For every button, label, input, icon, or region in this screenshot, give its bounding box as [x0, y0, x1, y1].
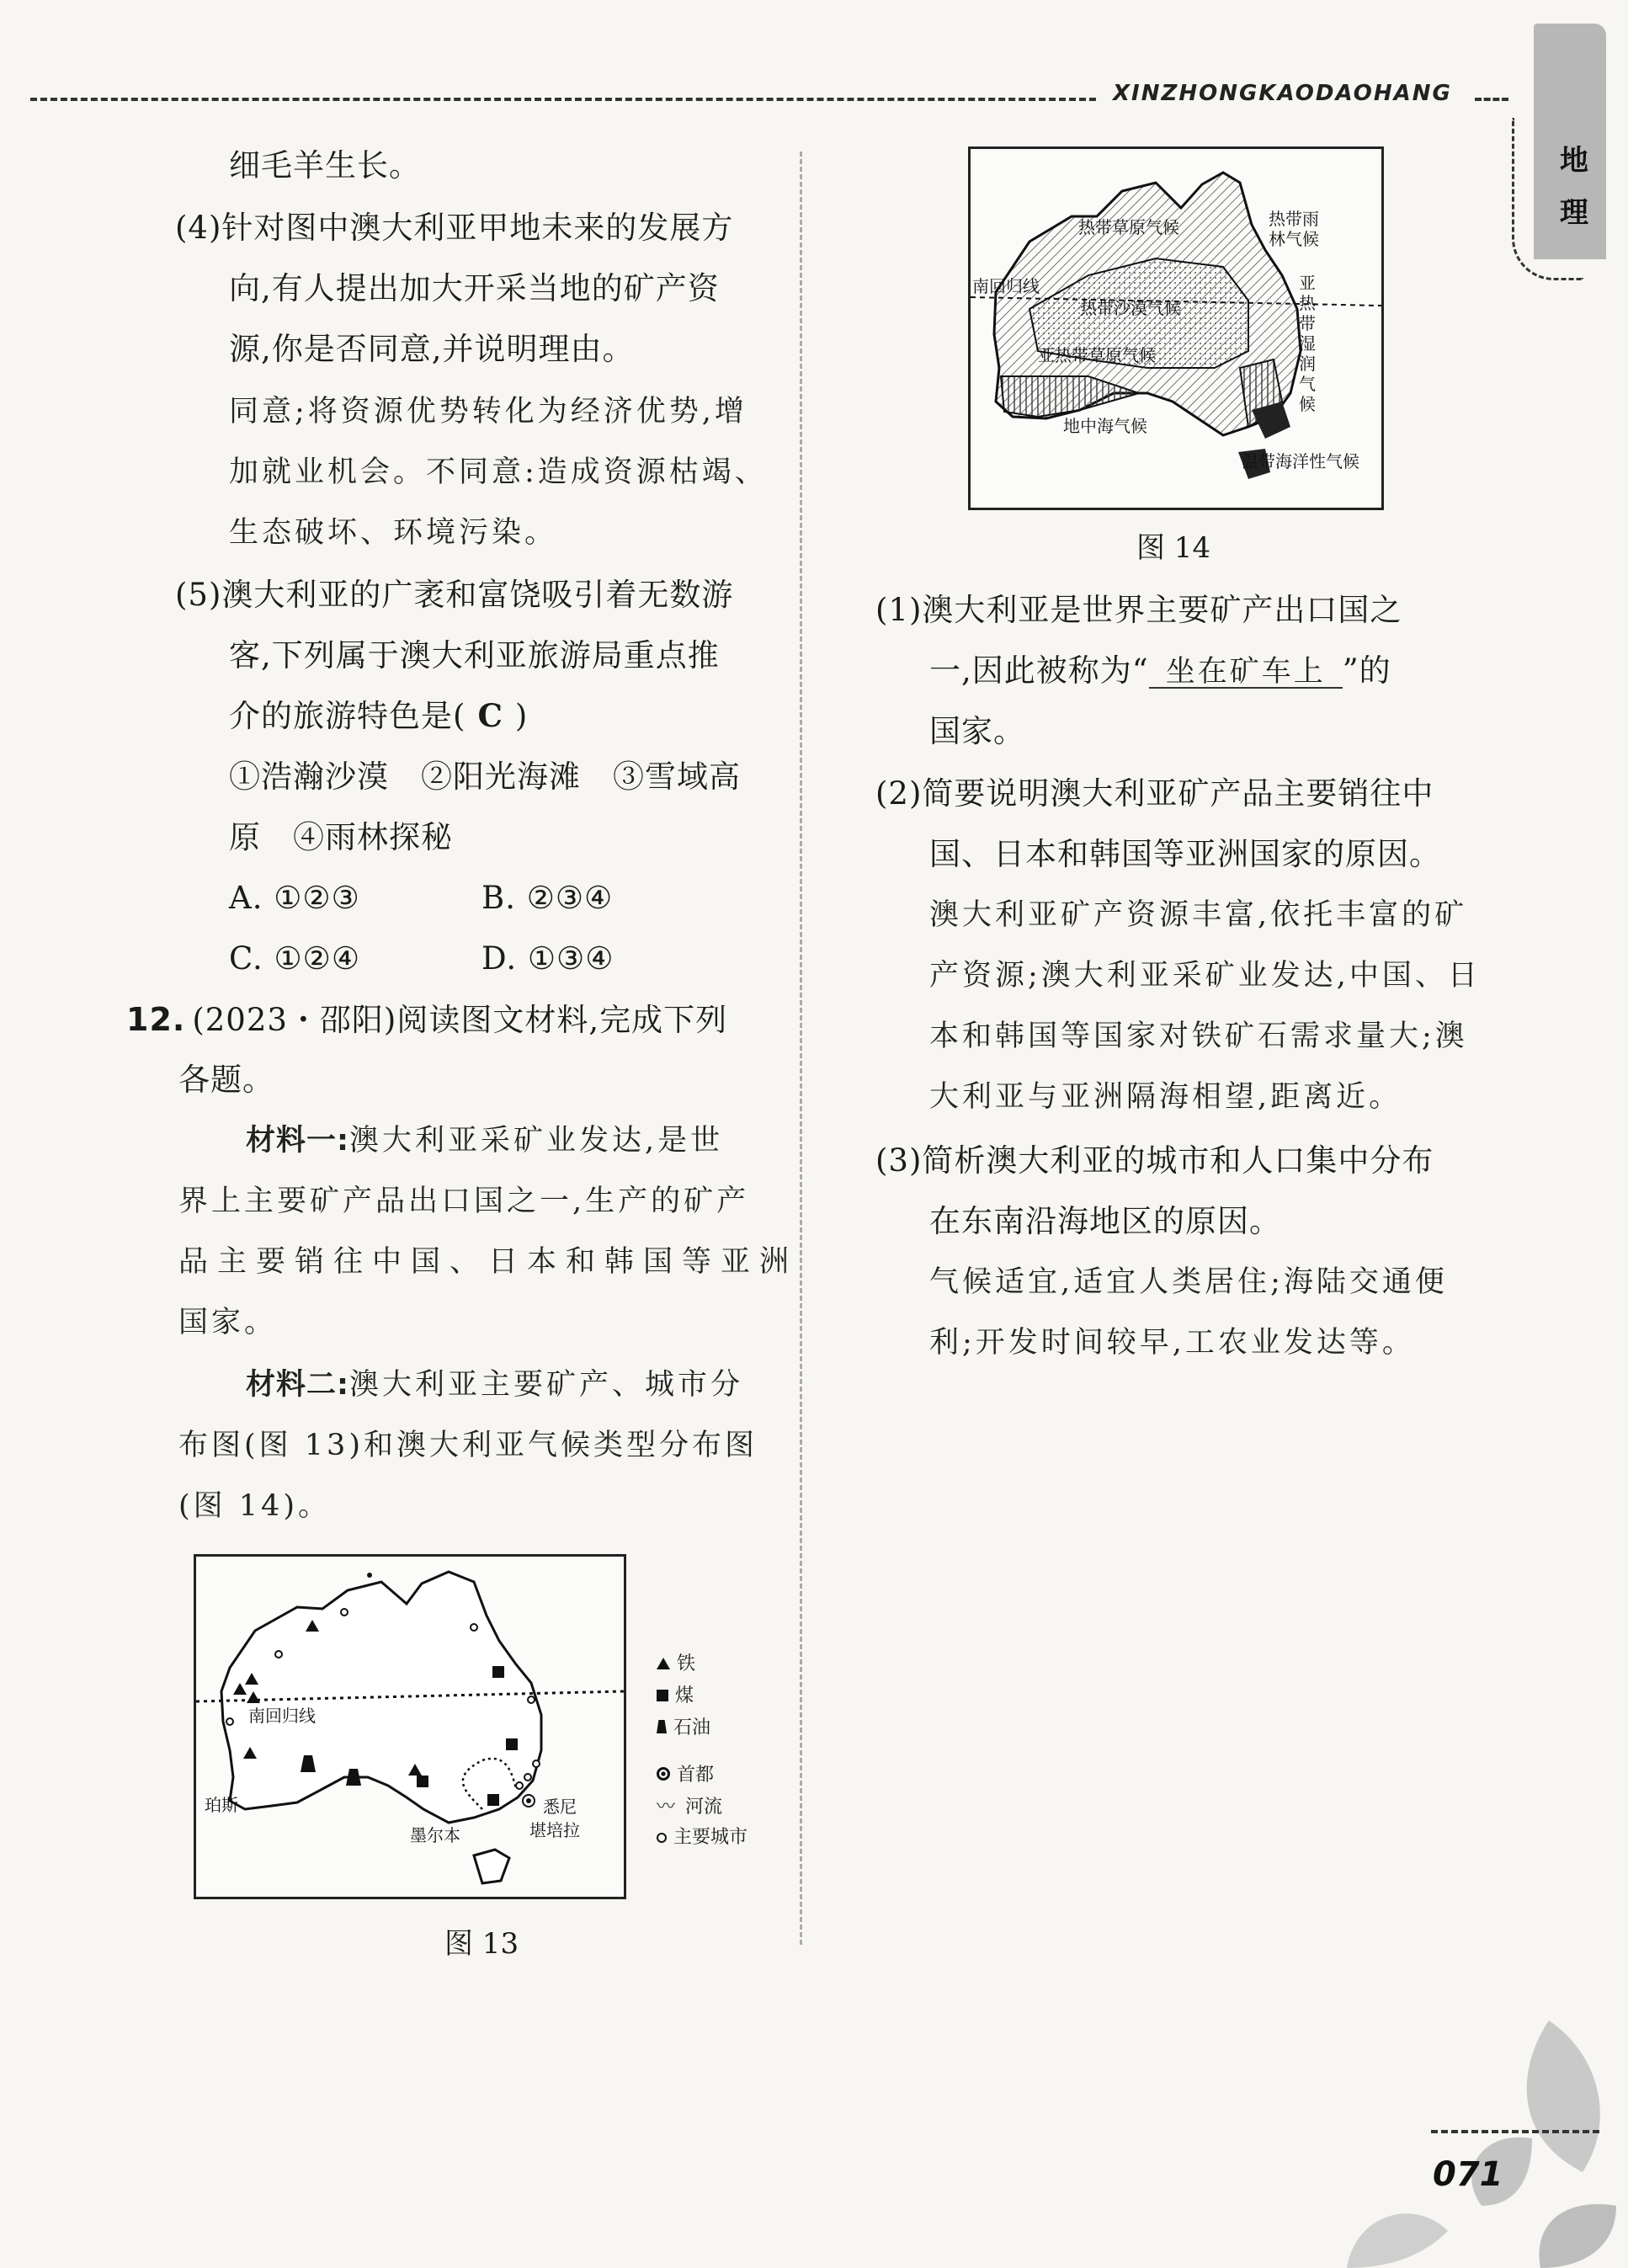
q1-line2 [929, 652, 1391, 689]
fig13-perth-label: 珀斯 [205, 1795, 238, 1815]
capital-marker-dot [526, 1798, 531, 1803]
legend-city [657, 1829, 747, 1847]
material2-line3: (图 14)。 [178, 1489, 331, 1523]
material1-line3: 品主要销往中国、日本和韩国等亚洲 [178, 1245, 799, 1279]
fig14-subtropical-grass-label: 亚热带草原气候 [1038, 345, 1156, 365]
legend-river-label: 河流 [685, 1797, 723, 1818]
q2-line1: (2)简要说明澳大利亚矿产品主要销往中 [875, 775, 1434, 812]
material1-line4: 国家。 [178, 1306, 278, 1339]
q2-answer3: 本和韩国等国家对铁矿石需求量大;澳 [929, 1020, 1468, 1053]
q5-option-b: B. ②③④ [481, 880, 614, 916]
australia-minerals-map [196, 1557, 624, 1897]
legend-city-label: 主要城市 [673, 1827, 748, 1848]
q3-line1: (3)简析澳大利亚的城市和人口集中分布 [875, 1142, 1434, 1179]
q3-answer2: 利;开发时间较早,工农业发达等。 [929, 1326, 1415, 1360]
footer-dash [1431, 2130, 1599, 2133]
q12-number: 12. [126, 1001, 186, 1038]
square-icon [657, 1690, 668, 1701]
q5-answer: C [477, 697, 503, 734]
material1-line2: 界上主要矿产品出口国之一,生产的矿产 [178, 1185, 750, 1218]
legend-oil [657, 1719, 710, 1738]
q5-options1: ①浩瀚沙漠 ②阳光海滩 ③雪域高 [229, 759, 741, 795]
fig14-rainforest-label2: 林气候 [1269, 229, 1319, 249]
fig14-humid-label3: 带 [1299, 313, 1316, 333]
q5-line3 [229, 697, 529, 734]
q3-line2: 在东南沿海地区的原因。 [929, 1203, 1281, 1239]
q2-line2: 国、日本和韩国等亚洲国家的原因。 [929, 836, 1441, 872]
fig14-humid-label2: 热 [1299, 293, 1316, 313]
q3-answer1: 气候适宜,适宜人类居住;海陆交通便 [929, 1265, 1448, 1299]
q4-line3: 源,你是否同意,并说明理由。 [229, 331, 635, 367]
triangle-icon [657, 1658, 670, 1669]
oil-derrick-icon [657, 1720, 667, 1733]
q1-stem-end: ”的 [1342, 652, 1391, 689]
q12-stem: (2023・邵阳)阅读图文材料,完成下列 [192, 1002, 728, 1038]
q5-stem-end: ) [514, 698, 529, 734]
figure-13-caption: 图 13 [444, 1927, 519, 1961]
fig14-humid-label4: 湿 [1299, 333, 1316, 354]
q4-answer1: 同意;将资源优势转化为经济优势,增 [229, 395, 747, 429]
island-dot [367, 1573, 372, 1578]
legend-oil-label: 石油 [673, 1717, 711, 1738]
fig14-humid-label1: 亚 [1299, 273, 1316, 293]
figure-14-map [968, 146, 1384, 510]
legend-capital-label: 首都 [677, 1765, 715, 1786]
legend-capital [657, 1766, 714, 1785]
q4-answer2: 加就业机会。不同意:造成资源枯竭、 [229, 455, 768, 489]
fig14-humid-label6: 气 [1299, 374, 1316, 394]
fig13-sydney-label: 悉尼 [543, 1797, 577, 1817]
text-line: 细毛羊生长。 [229, 147, 421, 184]
material1-label: 材料一: [246, 1124, 349, 1158]
q5-stem: 介的旅游特色是( [229, 698, 466, 734]
legend-iron-label: 铁 [677, 1653, 696, 1674]
figure-13-map [194, 1554, 626, 1899]
header-dash-right [1475, 98, 1508, 101]
decorative-leaves [1263, 2004, 1628, 2268]
q4-line1: (4)针对图中澳大利亚甲地未来的发展方 [175, 210, 734, 246]
figure-14-caption: 图 14 [1136, 531, 1211, 565]
fig14-mediterranean-label: 地中海气候 [1063, 416, 1147, 436]
material1-text: 澳大利亚采矿业发达,是世 [349, 1124, 724, 1158]
material2-line2: 布图(图 13)和澳大利亚气候类型分布图 [178, 1429, 758, 1462]
fig14-savanna-label: 热带草原气候 [1078, 217, 1179, 237]
fig14-humid-label7: 候 [1299, 394, 1316, 414]
q4-line2: 向,有人提出加大开采当地的矿产资 [229, 270, 720, 306]
q5-option-d: D. ①③④ [481, 940, 614, 977]
city-icon [657, 1833, 667, 1843]
q5-options2: 原 ④雨林探秘 [229, 819, 453, 855]
fig14-oceanic-label: 温带海洋性气候 [1242, 451, 1359, 471]
header-dash-left [30, 98, 1096, 101]
fig14-tropic-label: 南回归线 [972, 276, 1040, 296]
material1-line1 [246, 1126, 723, 1156]
fig14-desert-label: 热带沙漠气候 [1080, 298, 1181, 318]
q2-answer4: 大利亚与亚洲隔海相望,距离近。 [929, 1080, 1402, 1114]
q12-line2: 各题。 [178, 1062, 274, 1098]
series-title: XINZHONGKAODAOHANG [1113, 81, 1452, 106]
page-number: 071 [1433, 2155, 1503, 2194]
tasmania-outline [474, 1850, 509, 1883]
material2-label: 材料二: [246, 1368, 349, 1402]
q12-line1 [126, 1001, 728, 1038]
fig13-melbourne-label: 墨尔本 [410, 1825, 460, 1845]
fig13-canberra-label: 堪培拉 [529, 1820, 580, 1840]
q1-line1: (1)澳大利亚是世界主要矿产出口国之 [875, 592, 1402, 628]
material2-line1 [246, 1368, 744, 1402]
column-divider [800, 152, 802, 1945]
australia-climate-map [971, 149, 1381, 508]
fig14-rainforest-label1: 热带雨 [1269, 209, 1319, 229]
q2-answer1: 澳大利亚矿产资源丰富,依托丰富的矿 [929, 898, 1468, 932]
australia-outline [221, 1572, 541, 1823]
capital-icon [657, 1767, 670, 1781]
river-icon: 〰 [657, 1797, 676, 1818]
q5-option-a: A. ①②③ [229, 880, 360, 916]
legend-coal [657, 1687, 694, 1706]
fig13-tropic-label: 南回归线 [248, 1706, 316, 1726]
material2-text: 澳大利亚主要矿产、城市分 [349, 1368, 744, 1402]
q2-answer2: 产资源;澳大利亚采矿业发达,中国、日 [929, 959, 1481, 993]
legend-iron [657, 1655, 695, 1674]
q1-line3: 国家。 [929, 713, 1025, 749]
q1-stem: 一,因此被称为“ [929, 652, 1149, 689]
legend-coal-label: 煤 [675, 1685, 694, 1706]
q5-option-c: C. ①②④ [229, 940, 361, 977]
legend-river [657, 1798, 722, 1817]
q1-answer: 坐在矿车上 [1149, 658, 1343, 689]
fig14-humid-label5: 润 [1299, 354, 1316, 374]
q4-answer3: 生态破坏、环境污染。 [229, 516, 558, 550]
subject-tab-label: 地理 [1560, 144, 1588, 230]
q5-line1: (5)澳大利亚的广袤和富饶吸引着无数游 [175, 577, 734, 613]
q5-line2: 客,下列属于澳大利亚旅游局重点推 [229, 637, 720, 673]
